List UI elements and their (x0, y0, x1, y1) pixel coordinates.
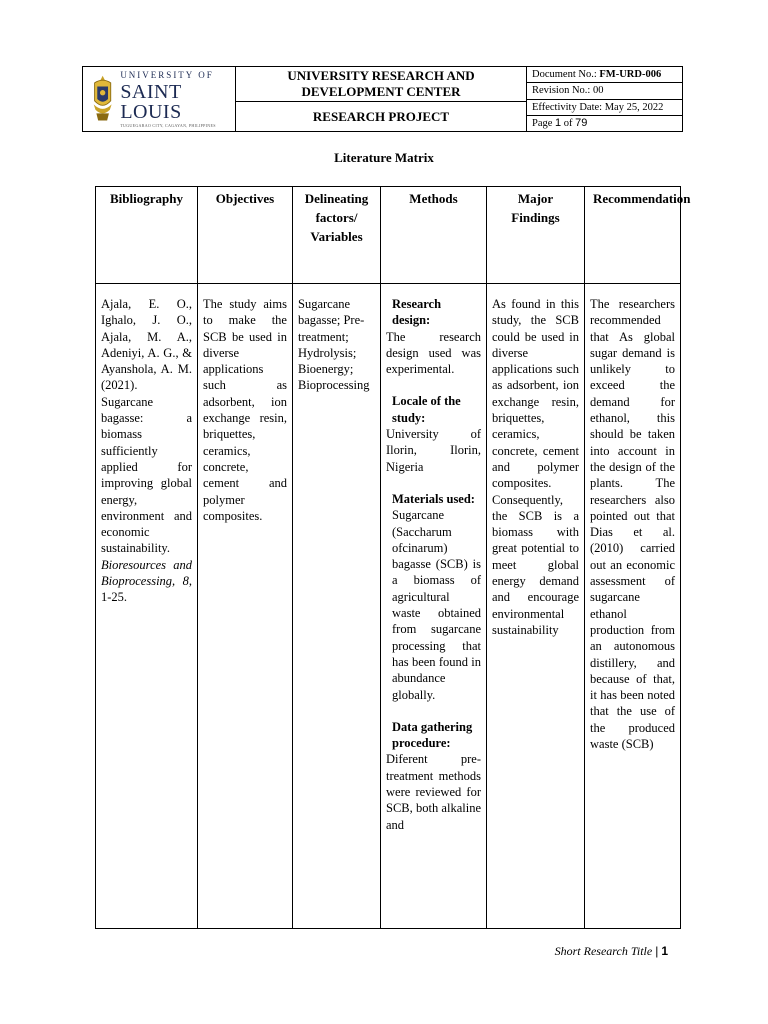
bibliography-journal: Bioresources and Bioprocessing, 8 (101, 557, 192, 589)
bibliography-pages: , 1-25. (101, 574, 192, 605)
page-current: 1 (555, 117, 562, 130)
page-title: Literature Matrix (334, 150, 434, 165)
variables-cell: Sugarcane bagasse; Pre-treatment; Hydrolysis; Bioenergy; Bioprocessing (293, 284, 381, 929)
table-header-row (96, 187, 681, 284)
column-header-variables: Delineating factors/ Variables (293, 187, 381, 284)
footer-page-number: 1 (661, 944, 668, 958)
logo-cell (83, 67, 236, 131)
research-design-label: Research design: (392, 297, 442, 328)
logo-univ-text: UNIVERSITY OF (120, 69, 214, 80)
university-seal-icon (91, 71, 114, 127)
bibliography-text: Ajala, E. O., Ighalo, J. O., Ajala, M. A., Adeniyi, A. G., & Ayanshola, A. M. (2021). Sugarcane bagasse: a biomass sufficiently applied for improving global energy, environment and economic sustainability. (101, 297, 192, 556)
column-header-findings: Major Findings (487, 187, 585, 284)
document-number (527, 67, 682, 83)
literature-matrix-table (95, 186, 691, 929)
column-header-methods: Methods (381, 187, 487, 284)
page-footer (555, 944, 668, 959)
footer-title: Short Research Title (554, 944, 653, 958)
doc-no-value: FM-URD-006 (599, 69, 662, 81)
page-label: Page (532, 117, 553, 129)
methods-cell (381, 284, 487, 929)
procedure-label: Data gathering procedure: (392, 719, 473, 751)
findings-cell: As found in this study, the SCB could be used in diverse applications such as adsorbent, ion exchange resin, briquettes, ceramics, concrete, cement and polymer composites. Consequently, the SCB is a biomass with great potential to meet global energy demand and encourage environmental sustainability (487, 284, 585, 929)
locale-label: Locale of the study: (392, 394, 461, 425)
center-title: UNIVERSITY RESEARCH AND DEVELOPMENT CENTER (236, 67, 526, 102)
materials-label: Materials used: (392, 491, 475, 506)
recommendation-cell: The researchers recommended that As global sugar demand is unlikely to exceed the demand for ethanol, this should be taken into account in the design of the plants. The researchers also pointed out that Dias et al. (2010) carried out an economic assessment of sugarcane ethanol production from an autonomous distillery, and because of that, it has been noted that the use of the produced waste (SCB) (585, 284, 681, 929)
procedure-text: Diferent pre-treatment methods were reviewed for SCB, both alkaline and (386, 752, 481, 832)
project-label: RESEARCH PROJECT (312, 108, 450, 124)
revision-number: Revision No.: 00 (527, 83, 682, 99)
effectivity-date: Effectivity Date: May 25, 2022 (527, 100, 682, 116)
footer-separator: | (655, 944, 659, 958)
logo-address-text: TUGUEGARAO CITY, CAGAYAN, PHILIPPINES (120, 122, 216, 128)
document-meta (527, 67, 682, 131)
page-total: 79 (575, 117, 588, 130)
objectives-cell: The study aims to make the SCB be used in diverse applications such as adsorbent, ion exchange resin, briquettes, ceramics, concrete, cement and polymer composites. (198, 284, 293, 929)
page-count (527, 116, 682, 131)
locale-text: University of Ilorin, Ilorin, Nigeria (386, 427, 481, 474)
column-header-bibliography: Bibliography (96, 187, 198, 284)
logo-name-text: SAINT LOUIS (120, 80, 182, 123)
header-center-cell (236, 67, 527, 131)
bibliography-cell (96, 284, 198, 929)
doc-no-label: Document No.: (532, 69, 597, 81)
materials-text: Sugarcane (Saccharum ofcinarum) bagasse (SCB) is a biomass of agricultural waste obtained from sugarcane processing that has been found in abundance globally. (392, 508, 481, 702)
column-header-objectives: Objectives (198, 187, 293, 284)
research-design-text: The research design used was experimental. (386, 329, 481, 377)
table-row (96, 284, 681, 929)
document-header (82, 66, 683, 132)
column-header-recommendation: Recommendation (585, 187, 681, 284)
page-of: of (563, 117, 573, 129)
